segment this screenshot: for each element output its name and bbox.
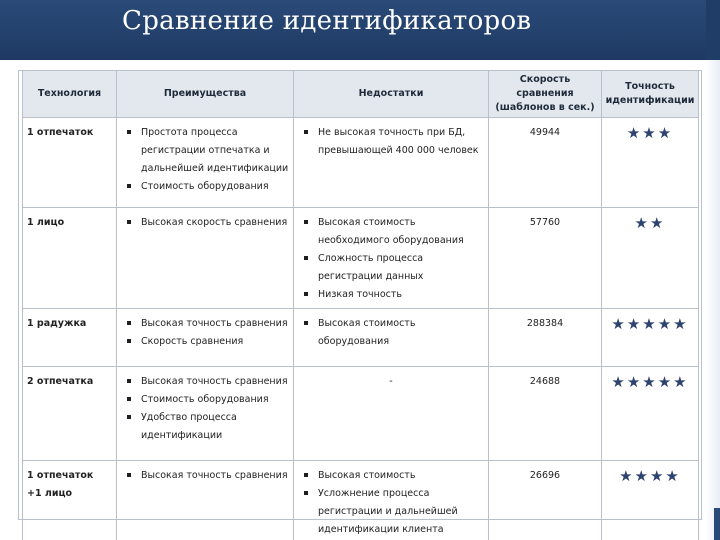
speed-cell: 26696 [489, 461, 602, 540]
accuracy-stars: ★★★ [602, 118, 699, 208]
advantage-item: Высокая скорость сравнения [121, 214, 289, 232]
advantage-item: Высокая точность сравнения [121, 315, 289, 333]
accuracy-stars: ★★★★ [602, 461, 699, 540]
technology-cell: 1 отпечаток [23, 118, 117, 208]
technology-line: 1 отпечаток [27, 470, 94, 481]
disadvantages-cell: - [294, 367, 489, 461]
technology-cell: 1 лицо [23, 208, 117, 309]
right-decoration [706, 60, 720, 540]
speed-cell: 57760 [489, 208, 602, 309]
technology-cell: 2 отпечатка [23, 367, 117, 461]
disadvantage-item: Сложность процесса регистрации данных [298, 250, 484, 286]
table-row [23, 118, 699, 208]
comparison-table [22, 70, 699, 540]
table-header-row [23, 71, 699, 118]
disadvantage-item: Низкая точность [298, 286, 484, 304]
technology-line: +1 лицо [27, 488, 73, 499]
header-advantages: Преимущества [117, 71, 294, 118]
disadvantages-cell [294, 118, 489, 208]
advantages-cell [117, 309, 294, 367]
accuracy-stars: ★★★★★ [602, 309, 699, 367]
advantage-item: Скорость сравнения [121, 333, 289, 351]
table-row [23, 461, 699, 540]
table-row [23, 208, 699, 309]
disadvantage-item: Не высокая точность при БД, превышающей 400 000 человек [298, 124, 484, 160]
disadvantage-item: Высокая стоимость [298, 467, 484, 485]
advantages-cell [117, 118, 294, 208]
slide-title: Сравнение идентификаторов [122, 6, 532, 36]
disadvantage-item: Высокая стоимость необходимого оборудования [298, 214, 484, 250]
advantage-item: Простота процесса регистрации отпечатка и дальнейшей идентификации [121, 124, 289, 178]
advantage-item: Высокая точность сравнения [121, 373, 289, 391]
disadvantage-item: Высокая стоимость оборудования [298, 315, 484, 351]
advantages-cell [117, 367, 294, 461]
speed-cell: 24688 [489, 367, 602, 461]
table-row [23, 367, 699, 461]
advantage-item: Высокая точность сравнения [121, 467, 289, 485]
disadvantages-cell [294, 208, 489, 309]
header-disadvantages: Недостатки [294, 71, 489, 118]
speed-cell: 49944 [489, 118, 602, 208]
header-accuracy: Точность идентификации [602, 71, 699, 118]
accuracy-stars: ★★★★★ [602, 367, 699, 461]
advantage-item: Стоимость оборудования [121, 178, 289, 196]
table-row [23, 309, 699, 367]
advantage-item: Стоимость оборудования [121, 391, 289, 409]
disadvantage-item: Усложнение процесса регистрации и дальнейшей идентификации клиента [298, 485, 484, 539]
speed-cell: 288384 [489, 309, 602, 367]
accuracy-stars: ★★ [602, 208, 699, 309]
header-technology: Технология [23, 71, 117, 118]
advantages-cell [117, 208, 294, 309]
advantages-cell [117, 461, 294, 540]
left-margin [0, 60, 16, 540]
disadvantages-cell [294, 461, 489, 540]
technology-cell: 1 радужка [23, 309, 117, 367]
header-speed: Скорость сравнения (шаблонов в сек.) [489, 71, 602, 118]
advantage-item: Удобство процесса идентификации [121, 409, 289, 445]
disadvantages-cell [294, 309, 489, 367]
technology-cell [23, 461, 117, 540]
